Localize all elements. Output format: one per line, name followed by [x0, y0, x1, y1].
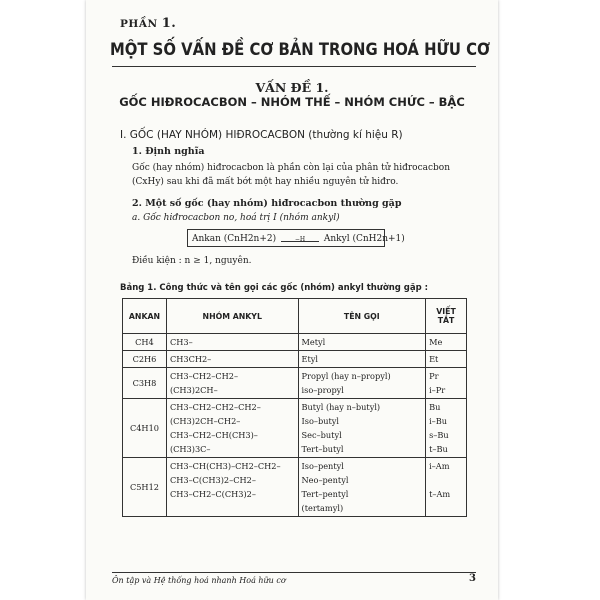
formula-left: Ankan (CnH2n+2) [192, 234, 277, 244]
group-cell: CH3CH2– [166, 351, 298, 368]
name-cell: Propyl (hay n–propyl) iso–propyl [298, 368, 426, 399]
table-row [123, 351, 467, 368]
table-row [123, 399, 467, 458]
part-number: 1. [161, 16, 177, 31]
book-page [86, 0, 498, 600]
group-cell: CH3–CH(CH3)–CH2–CH2– CH3–C(CH3)2–CH2– CH3–CH2–C(CH3)2– [166, 458, 298, 517]
name-cell: Metyl [298, 334, 426, 351]
abbr-cell: Me [426, 334, 467, 351]
page-number: 3 [469, 573, 476, 584]
table-caption: Bảng 1. Công thức và tên gọi các gốc (nhóm) ankyl thường gặp : [120, 283, 429, 293]
footer-rule [112, 572, 476, 573]
title-rule [112, 66, 476, 67]
group-cell: CH3–CH2–CH2– (CH3)2CH– [166, 368, 298, 399]
header-abbr: VIẾT TẮT [426, 299, 467, 334]
abbr-cell: Bu i–Bu s–Bu t–Bu [426, 399, 467, 458]
issue-title: GỐC HIĐROCACBON – NHÓM THẾ – NHÓM CHỨC – BẬC [119, 95, 465, 109]
footer-text: Ôn tập và Hệ thống hoá nhanh Hoá hữu cơ [112, 576, 286, 585]
abbr-cell: Et [426, 351, 467, 368]
abbr-cell: i–Am t–Am [426, 458, 467, 517]
header-name: TÊN GỌI [298, 299, 426, 334]
name-cell: Etyl [298, 351, 426, 368]
definition-text-1: Gốc (hay nhóm) hiđrocacbon là phần còn lại của phân tử hiđrocacbon [132, 163, 451, 173]
alkane-cell: C5H12 [123, 458, 167, 517]
group-cell: CH3–CH2–CH2–CH2– (CH3)2CH–CH2– CH3–CH2–CH(CH3)– (CH3)3C– [166, 399, 298, 458]
reaction-arrow [279, 231, 321, 249]
common-groups-heading: 2. Một số gốc (hay nhóm) hiđrocacbon thường gặp [132, 198, 402, 209]
table-row [123, 334, 467, 351]
alkane-cell: C4H10 [123, 399, 167, 458]
condition-text: Điều kiện : n ≥ 1, nguyên. [132, 256, 252, 266]
table-row [123, 458, 467, 517]
alkane-cell: CH4 [123, 334, 167, 351]
alkyl-table [122, 298, 467, 517]
arrow-label: −H [294, 236, 306, 243]
abbr-cell: Pr i–Pr [426, 368, 467, 399]
part-heading [120, 16, 176, 31]
header-alkane: ANKAN [123, 299, 167, 334]
issue-number: VẤN ĐỀ 1. [255, 80, 329, 95]
alkane-cell: C2H6 [123, 351, 167, 368]
part-label: PHẦN [120, 18, 158, 30]
alkyl-subheading: a. Gốc hiđrocacbon no, hoá trị I (nhóm ankyl) [132, 213, 340, 223]
definition-heading: 1. Định nghĩa [132, 146, 205, 157]
chapter-title: MỘT SỐ VẤN ĐỀ CƠ BẢN TRONG HOÁ HỮU CƠ [110, 40, 490, 59]
alkyl-formula [187, 229, 405, 247]
definition-text-2: (CxHy) sau khi đã mất bớt một hay nhiều nguyên tử hiđro. [132, 177, 399, 187]
header-alkyl: NHÓM ANKYL [166, 299, 298, 334]
table-row [123, 368, 467, 399]
name-cell: Butyl (hay n–butyl) Iso–butyl Sec–butyl Tert–butyl [298, 399, 426, 458]
section-heading: I. GỐC (HAY NHÓM) HIĐROCACBON (thường kí hiệu R) [120, 129, 403, 141]
group-cell: CH3– [166, 334, 298, 351]
name-cell: Iso–pentyl Neo–pentyl Tert–pentyl (tertamyl) [298, 458, 426, 517]
formula-right: Ankyl (CnH2n+1) [323, 234, 405, 244]
alkane-cell: C3H8 [123, 368, 167, 399]
